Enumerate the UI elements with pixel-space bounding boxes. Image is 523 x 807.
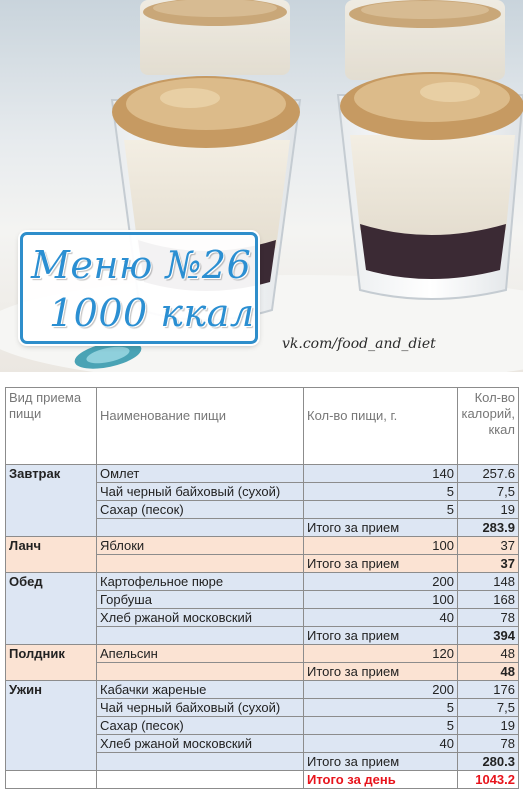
meal-total-calories: 283.9	[458, 519, 519, 537]
menu-title: Меню №26	[31, 243, 252, 287]
table-row	[6, 645, 519, 663]
meal-total-calories: 280.3	[458, 753, 519, 771]
quantity-cell: 200	[304, 573, 458, 591]
meal-type-cell: Ужин	[6, 681, 97, 771]
meal-total-label: Итого за прием	[304, 627, 458, 645]
empty-cell	[97, 753, 304, 771]
calories-cell: 176	[458, 681, 519, 699]
day-total-calories: 1043.2	[458, 771, 519, 789]
food-name-cell: Сахар (песок)	[97, 501, 304, 519]
calories-cell: 78	[458, 735, 519, 753]
calories-cell: 78	[458, 609, 519, 627]
back-glass-right	[345, 0, 505, 80]
meal-type-cell: Полдник	[6, 645, 97, 681]
calories-cell: 257.6	[458, 465, 519, 483]
quantity-cell: 5	[304, 483, 458, 501]
quantity-cell: 200	[304, 681, 458, 699]
meal-total-label: Итого за прием	[304, 663, 458, 681]
quantity-cell: 5	[304, 699, 458, 717]
calories-cell: 19	[458, 717, 519, 735]
food-name-cell: Апельсин	[97, 645, 304, 663]
meal-total-label: Итого за прием	[304, 753, 458, 771]
day-total-label: Итого за день	[304, 771, 458, 789]
food-name-cell: Горбуша	[97, 591, 304, 609]
food-name-cell: Омлет	[97, 465, 304, 483]
header-food-name: Наименование пищи	[97, 388, 304, 465]
table-row	[6, 681, 519, 699]
header-meal-type: Вид приема пищи	[6, 388, 97, 465]
quantity-cell: 5	[304, 501, 458, 519]
empty-cell	[97, 771, 304, 789]
empty-cell	[97, 663, 304, 681]
menu-table-wrapper	[5, 387, 518, 789]
food-name-cell: Кабачки жареные	[97, 681, 304, 699]
menu-table	[5, 387, 519, 789]
quantity-cell: 40	[304, 609, 458, 627]
quantity-cell: 140	[304, 465, 458, 483]
meal-total-calories: 394	[458, 627, 519, 645]
meal-type-cell: Обед	[6, 573, 97, 645]
meal-type-cell: Ланч	[6, 537, 97, 573]
day-total-row	[6, 771, 519, 789]
calories-cell: 37	[458, 537, 519, 555]
back-glass-left	[140, 0, 290, 75]
calories-cell: 148	[458, 573, 519, 591]
table-row	[6, 537, 519, 555]
meal-total-label: Итого за прием	[304, 519, 458, 537]
empty-cell	[97, 555, 304, 573]
food-name-cell: Чай черный байховый (сухой)	[97, 699, 304, 717]
meal-total-calories: 48	[458, 663, 519, 681]
calories-cell: 7,5	[458, 483, 519, 501]
meal-type-cell: Завтрак	[6, 465, 97, 537]
watermark-text: vk.com/food_and_diet	[282, 336, 436, 352]
empty-cell	[97, 627, 304, 645]
empty-cell	[97, 519, 304, 537]
food-name-cell: Сахар (песок)	[97, 717, 304, 735]
title-box	[20, 232, 258, 344]
food-name-cell: Хлеб ржаной московский	[97, 609, 304, 627]
food-name-cell: Чай черный байховый (сухой)	[97, 483, 304, 501]
empty-cell	[6, 771, 97, 789]
calories-cell: 7,5	[458, 699, 519, 717]
food-name-cell: Картофельное пюре	[97, 573, 304, 591]
calories-cell: 19	[458, 501, 519, 519]
food-name-cell: Яблоки	[97, 537, 304, 555]
table-body	[6, 465, 519, 789]
quantity-cell: 5	[304, 717, 458, 735]
meal-total-calories: 37	[458, 555, 519, 573]
calorie-title: 1000 ккал	[49, 291, 255, 335]
dessert-photo	[0, 0, 523, 372]
quantity-cell: 100	[304, 591, 458, 609]
front-glass-right	[338, 72, 523, 299]
table-row	[6, 465, 519, 483]
food-name-cell: Хлеб ржаной московский	[97, 735, 304, 753]
quantity-cell: 120	[304, 645, 458, 663]
table-header-row	[6, 388, 519, 465]
quantity-cell: 40	[304, 735, 458, 753]
header-calories: Кол-во калорий, ккал	[458, 388, 519, 465]
calories-cell: 48	[458, 645, 519, 663]
meal-total-label: Итого за прием	[304, 555, 458, 573]
table-row	[6, 573, 519, 591]
quantity-cell: 100	[304, 537, 458, 555]
calories-cell: 168	[458, 591, 519, 609]
header-quantity: Кол-во пищи, г.	[304, 388, 458, 465]
